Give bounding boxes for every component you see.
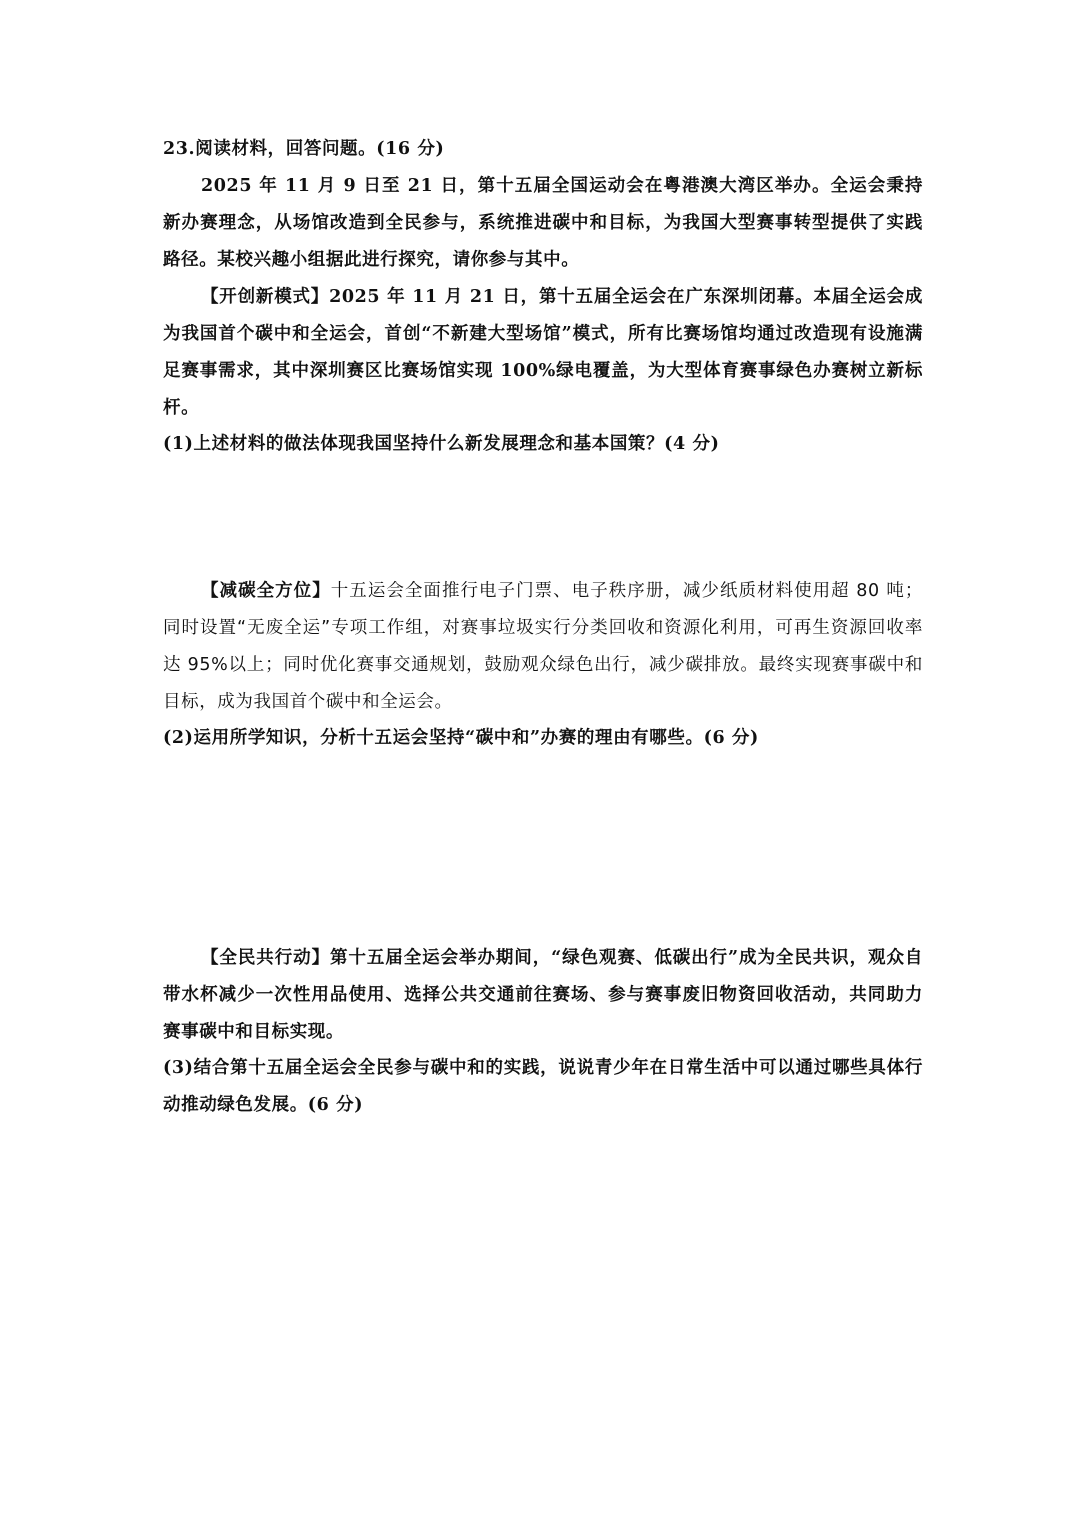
sub-question-2: (2)运用所学知识，分析十五运会坚持“碳中和”办赛的理由有哪些。(6 分)	[163, 728, 759, 748]
question-title: 23.阅读材料，回答问题。(16 分)	[163, 139, 445, 159]
sub-question-1: (1)上述材料的做法体现我国坚持什么新发展理念和基本国策？(4 分)	[163, 434, 720, 454]
question-intro: 2025 年 11 月 9 日至 21 日，第十五届全国运动会在粤港澳大湾区举办。全运会秉持新办赛理念，从场馆改造到全民参与，系统推进碳中和目标，为我国大型赛事转型提供了实践路径。某校兴趣小组据此进行探究，请你参与其中。	[163, 176, 923, 270]
sub-question-3: (3)结合第十五届全运会全民参与碳中和的实践，说说青少年在日常生活中可以通过哪些具体行动推动绿色发展。(6 分)	[163, 1058, 923, 1115]
section1-paragraph	[163, 279, 923, 427]
section2-paragraph	[163, 573, 923, 721]
section3-paragraph	[163, 940, 923, 1051]
section3-heading: 【全民共行动】	[201, 948, 331, 968]
section2-text: 十五运会全面推行电子门票、电子秩序册，减少纸质材料使用超 80 吨；同时设置“无废全运”专项工作组，对赛事垃圾实行分类回收和资源化利用，可再生资源回收率达 95%以上；同时优化赛事交通规划，鼓励观众绿色出行，减少碳排放。最终实现赛事碳中和目标，成为我国首个碳中和全运会。	[163, 581, 924, 712]
section1-heading: 【开创新模式】	[201, 287, 330, 307]
section2-heading: 【减碳全方位】	[201, 581, 331, 601]
section3-text: 第十五届全运会举办期间，“绿色观赛、低碳出行”成为全民共识，观众自带水杯减少一次性用品使用、选择公共交通前往赛场、参与赛事废旧物资回收活动，共同助力赛事碳中和目标实现。	[163, 948, 923, 1042]
section1-text: 2025 年 11 月 21 日，第十五届全运会在广东深圳闭幕。本届全运会成为我国首个碳中和全运会，首创“不新建大型场馆”模式，所有比赛场馆均通过改造现有设施满足赛事需求，其中深圳赛区比赛场馆实现 100%绿电覆盖，为大型体育赛事绿色办赛树立新标杆。	[163, 287, 923, 418]
